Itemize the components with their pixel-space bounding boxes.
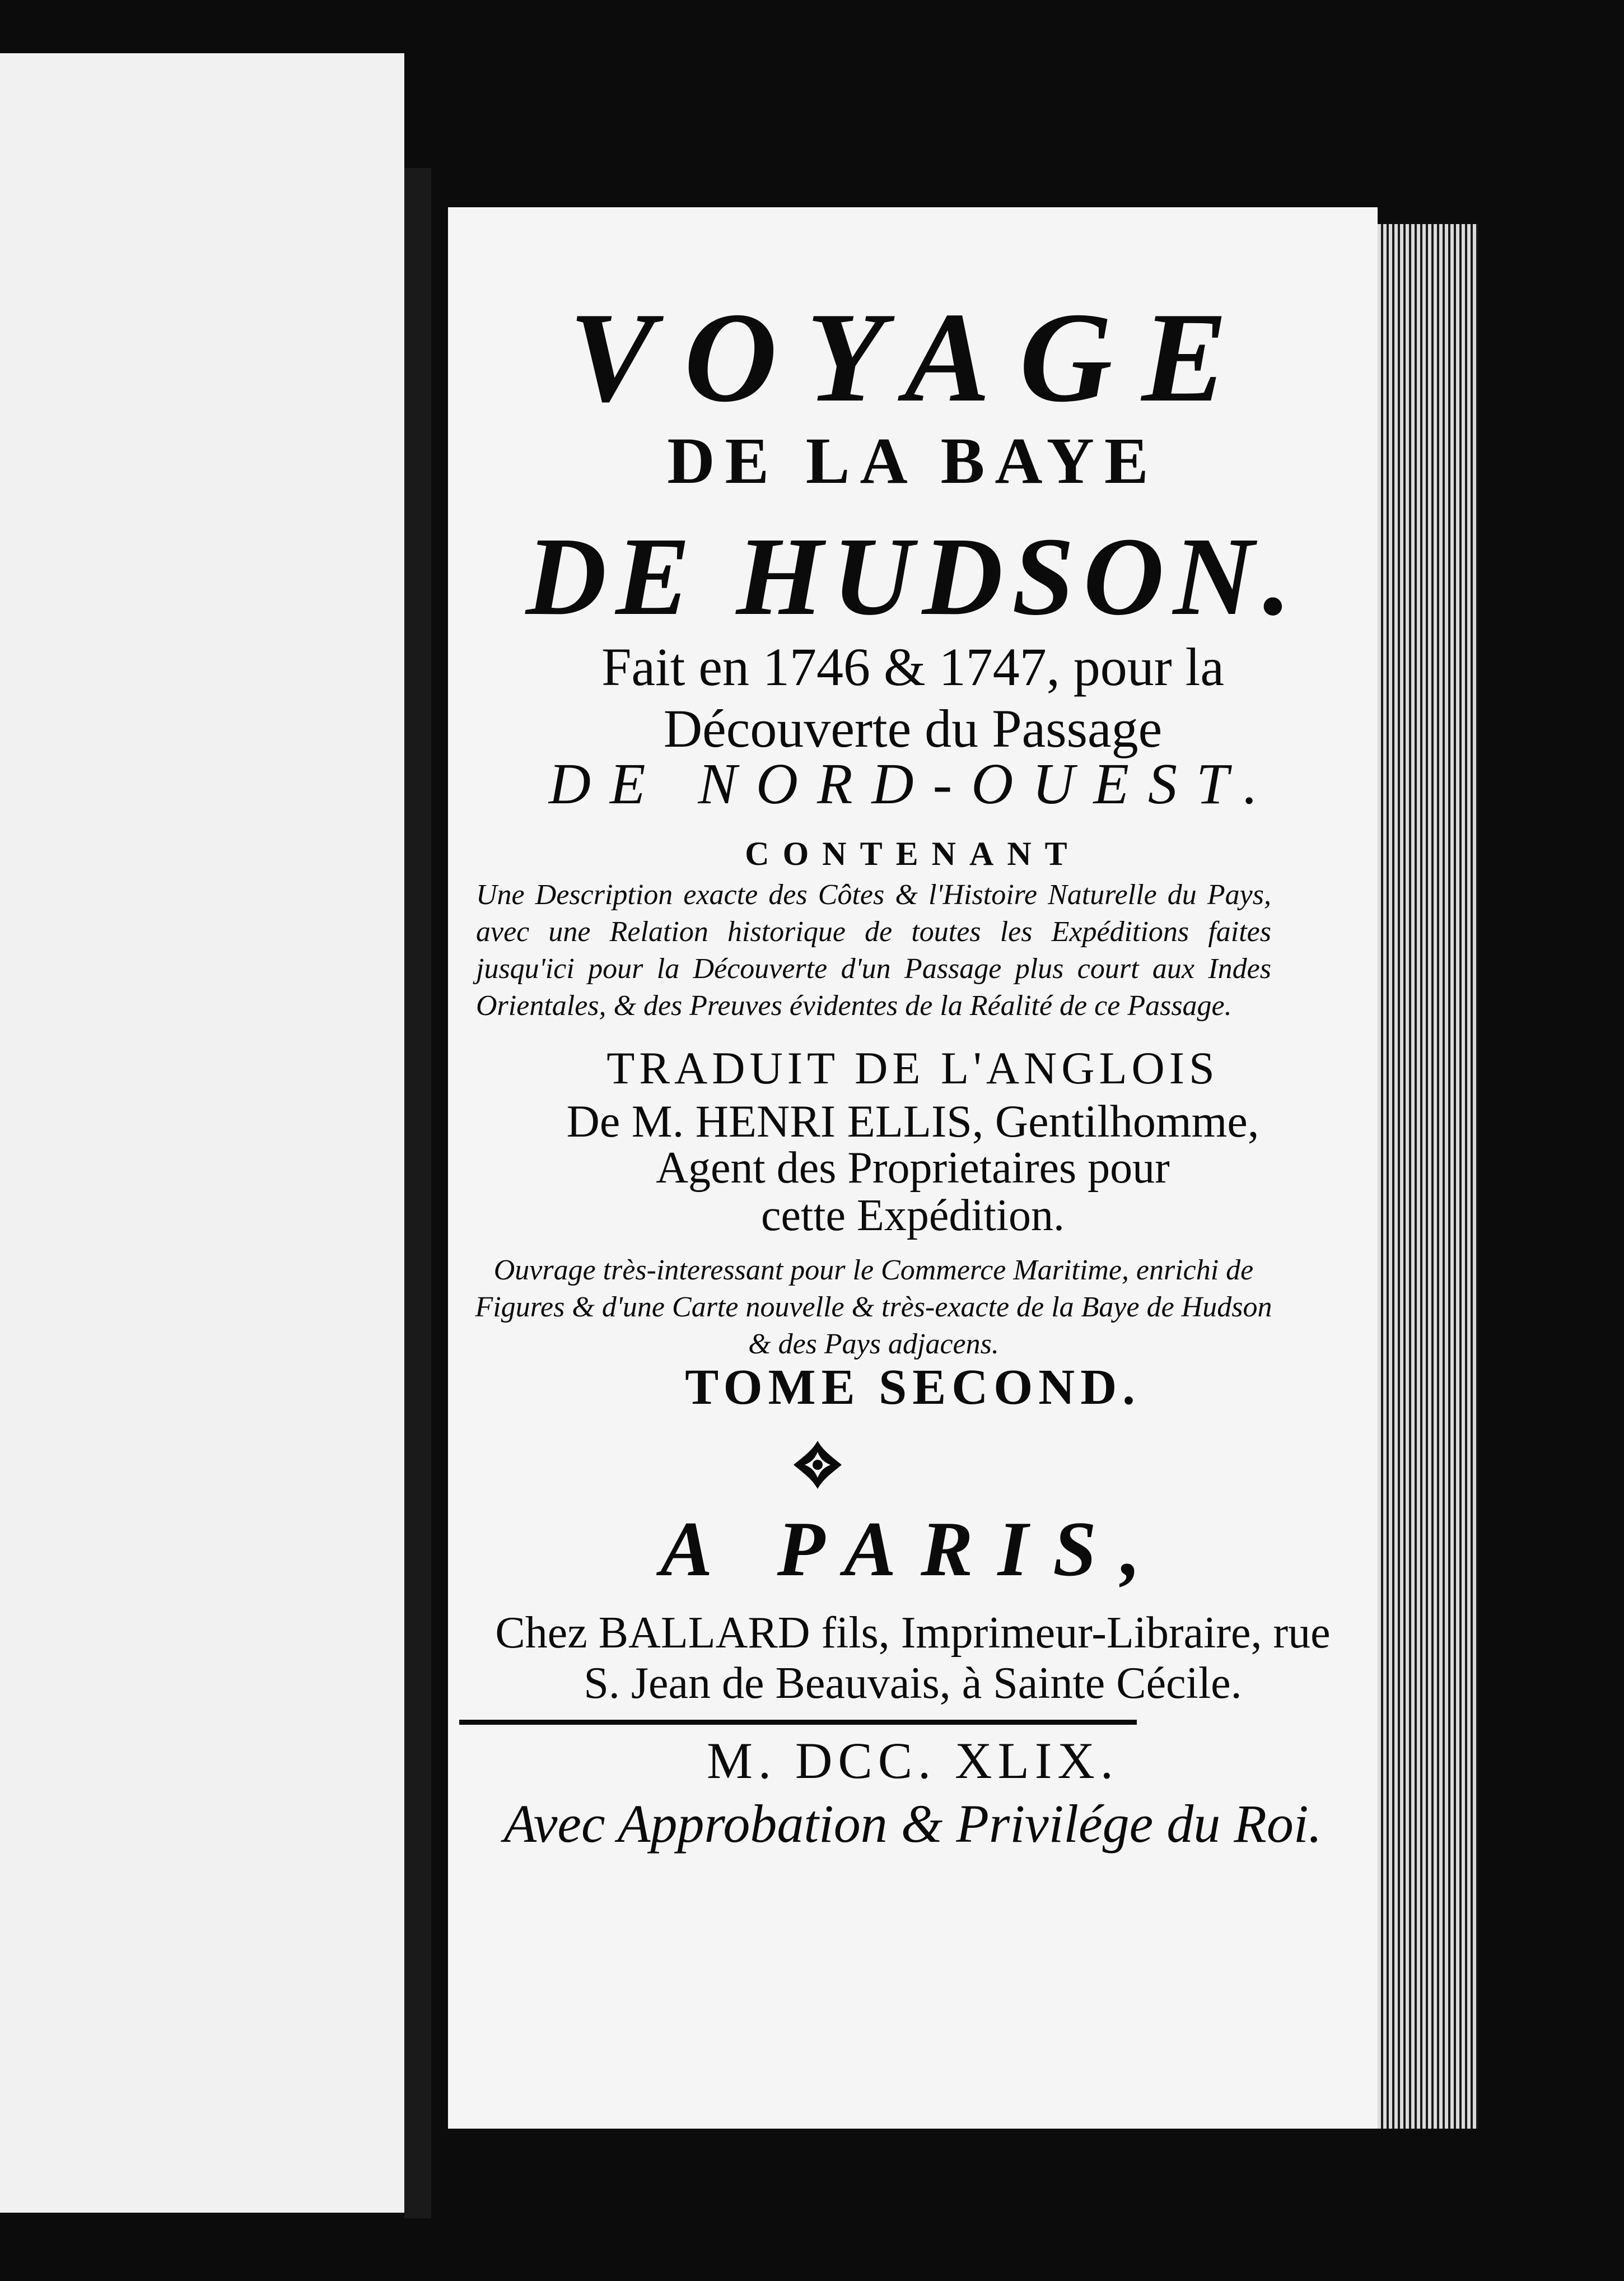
approbation-line: Avec Approbation & Privilége du Roi. bbox=[503, 1794, 1322, 1854]
contenant-heading: CONTENANT bbox=[745, 835, 1081, 872]
ouvrage-note: Ouvrage très-interessant pour le Commerce Maritime, enrichi de Figures & d'une Carte nouvelle & très-exacte de la Baye de Hudson & des Pays adjacens. bbox=[475, 1254, 1272, 1360]
book-gutter bbox=[404, 168, 431, 2218]
subtitle-nord-ouest: DE NORD-OUEST. bbox=[548, 752, 1277, 816]
publication-date: M. DCC. XLIX. bbox=[707, 1732, 1119, 1789]
subtitle-decouverte: Découverte du Passage bbox=[663, 699, 1163, 758]
title-voyage: VOYAGE bbox=[569, 286, 1257, 429]
page-edges bbox=[1366, 224, 1478, 2129]
imprint-line-2: S. Jean de Beauvais, à Sainte Cécile. bbox=[584, 1659, 1242, 1708]
title-de-la-baye: DE LA BAYE bbox=[667, 424, 1159, 497]
author-line: De M. HENRI ELLIS, Gentilhomme, bbox=[566, 1096, 1259, 1147]
subtitle-dates: Fait en 1746 & 1747, pour la bbox=[601, 637, 1224, 697]
description-paragraph: Une Description exacte des Côtes & l'Histoire Naturelle du Pays, avec une Relation historique de toutes les Expéditions faites jusqu'ici pour la Découverte d'un Passage plus court aux Indes Orientales, & des Preuves évidentes de la Réalité de ce Passage. bbox=[476, 879, 1271, 1022]
horizontal-rule bbox=[459, 1720, 1137, 1725]
fleuron-ornament-icon bbox=[792, 1440, 843, 1490]
imprint-line-1: Chez BALLARD fils, Imprimeur-Libraire, rue bbox=[495, 1608, 1331, 1658]
agent-line-2: cette Expédition. bbox=[760, 1191, 1065, 1240]
agent-line-1: Agent des Proprietaires pour bbox=[656, 1143, 1170, 1193]
place-of-publication: A PARIS, bbox=[660, 1506, 1165, 1593]
title-de-hudson: DE HUDSON. bbox=[525, 515, 1300, 639]
title-page bbox=[448, 207, 1378, 2129]
volume-label: TOME SECOND. bbox=[685, 1360, 1141, 1415]
translation-note: TRADUIT DE L'ANGLOIS bbox=[606, 1042, 1219, 1093]
left-blank-page bbox=[0, 53, 404, 2213]
